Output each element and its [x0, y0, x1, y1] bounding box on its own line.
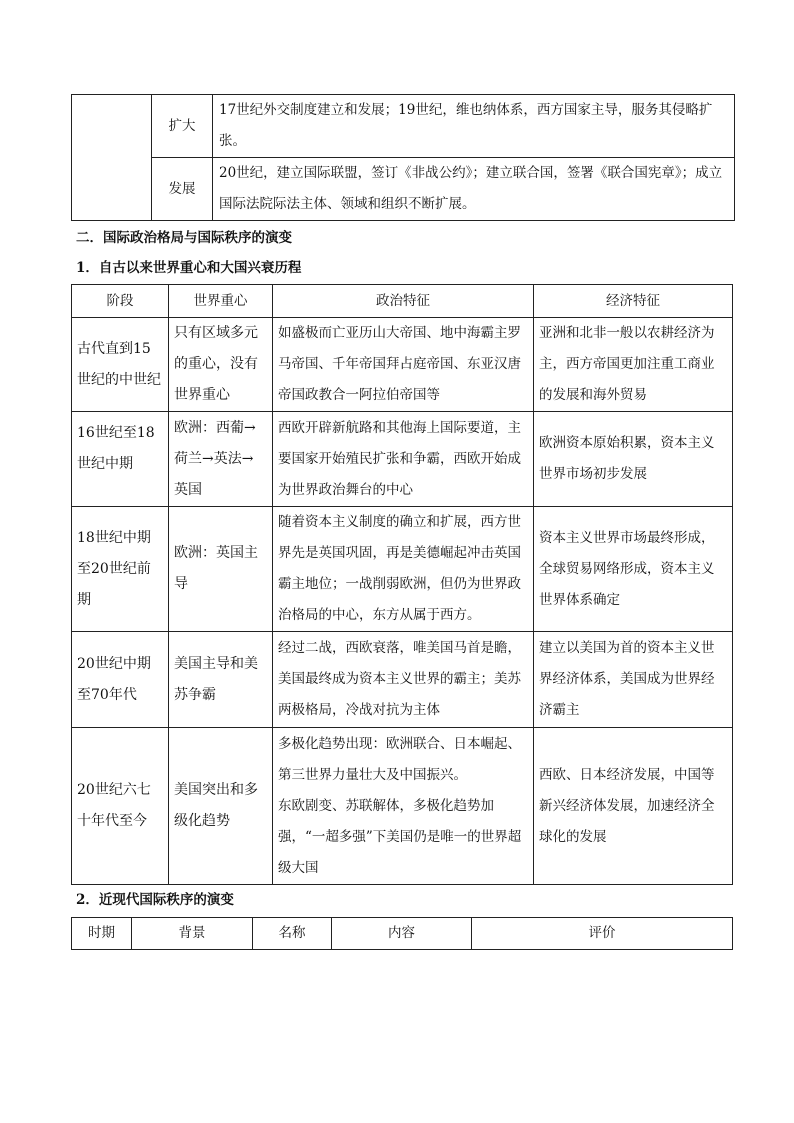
- blank-cell: [72, 95, 152, 221]
- header-background: 背景: [132, 918, 253, 950]
- header-stage: 阶段: [72, 285, 169, 318]
- stage-cell: 扩大: [152, 95, 213, 158]
- header-center: 世界重心: [169, 285, 273, 318]
- economic-cell: 欧洲资本原始积累，资本主义世界市场初步发展: [534, 412, 733, 507]
- political-cell: [273, 728, 534, 885]
- international-order-table: [71, 917, 733, 950]
- political-cell: 西欧开辟新航路和其他海上国际要道，主要国家开始殖民扩张和争霸，西欧开始成为世界政治舞台的中心: [273, 412, 534, 507]
- economic-cell: 西欧、日本经济发展，中国等新兴经济体发展，加速经济全球化的发展: [534, 728, 733, 885]
- content-cell: 20世纪，建立国际联盟，签订《非战公约》；建立联合国，签署《联合国宪章》；成立国际法院际法主体、领域和组织不断扩展。: [213, 158, 735, 221]
- content-cell: 17世纪外交制度建立和发展；19世纪，维也纳体系，西方国家主导，服务其侵略扩张。: [213, 95, 735, 158]
- header-evaluation: 评价: [472, 918, 733, 950]
- stage-cell: 20世纪中期至70年代: [72, 632, 169, 728]
- subsection-heading: 1．自古以来世界重心和大国兴衰历程: [76, 260, 302, 276]
- table-row: [72, 158, 735, 221]
- center-cell: 欧洲：英国主导: [169, 507, 273, 632]
- table-header-row: [72, 918, 733, 950]
- economic-cell: 建立以美国为首的资本主义世界经济体系，美国成为世界经济霸主: [534, 632, 733, 728]
- stage-cell: 16世纪至18世纪中期: [72, 412, 169, 507]
- section-heading: 二．国际政治格局与国际秩序的演变: [76, 230, 292, 246]
- stage-cell: 发展: [152, 158, 213, 221]
- center-cell: 欧洲：西葡→荷兰→英法→英国: [169, 412, 273, 507]
- top-continuation-table: [71, 94, 735, 221]
- political-text-part-1: 多极化趋势出现：欧洲联合、日本崛起、第三世界力量壮大及中国振兴。: [278, 735, 521, 783]
- table-header-row: [72, 285, 733, 318]
- economic-cell: 资本主义世界市场最终形成，全球贸易网络形成，资本主义世界体系确定: [534, 507, 733, 632]
- stage-cell: 古代直到15世纪的中世纪: [72, 318, 169, 412]
- center-cell: 只有区域多元的重心，没有世界重心: [169, 318, 273, 412]
- center-cell: 美国主导和美苏争霸: [169, 632, 273, 728]
- header-economic: 经济特征: [534, 285, 733, 318]
- table-row: [72, 507, 733, 632]
- world-center-table: [71, 284, 733, 885]
- header-name: 名称: [253, 918, 332, 950]
- header-content: 内容: [332, 918, 472, 950]
- economic-cell: 亚洲和北非一般以农耕经济为主，西方帝国更加注重工商业的发展和海外贸易: [534, 318, 733, 412]
- table-row: [72, 728, 733, 885]
- table-row: [72, 412, 733, 507]
- political-cell: 随着资本主义制度的确立和扩展，西方世界先是英国巩固，再是美德崛起冲击英国霸主地位；一战削弱欧洲，但仍为世界政治格局的中心，东方从属于西方。: [273, 507, 534, 632]
- table-row: [72, 318, 733, 412]
- political-cell: 经过二战，西欧衰落，唯美国马首是瞻，美国最终成为资本主义世界的霸主；美苏两极格局，冷战对抗为主体: [273, 632, 534, 728]
- header-period: 时期: [72, 918, 132, 950]
- subsection-heading: 2．近现代国际秩序的演变: [76, 892, 234, 908]
- stage-cell: 20世纪六七十年代至今: [72, 728, 169, 885]
- political-text-part-2: 东欧剧变、苏联解体，多极化趋势加强，“一超多强”下美国仍是唯一的世界超级大国: [278, 797, 522, 876]
- table-row: [72, 632, 733, 728]
- political-cell: 如盛极而亡亚历山大帝国、地中海霸主罗马帝国、千年帝国拜占庭帝国、东亚汉唐帝国政教合一阿拉伯帝国等: [273, 318, 534, 412]
- center-cell: 美国突出和多级化趋势: [169, 728, 273, 885]
- header-political: 政治特征: [273, 285, 534, 318]
- stage-cell: 18世纪中期至20世纪前期: [72, 507, 169, 632]
- table-row: [72, 95, 735, 158]
